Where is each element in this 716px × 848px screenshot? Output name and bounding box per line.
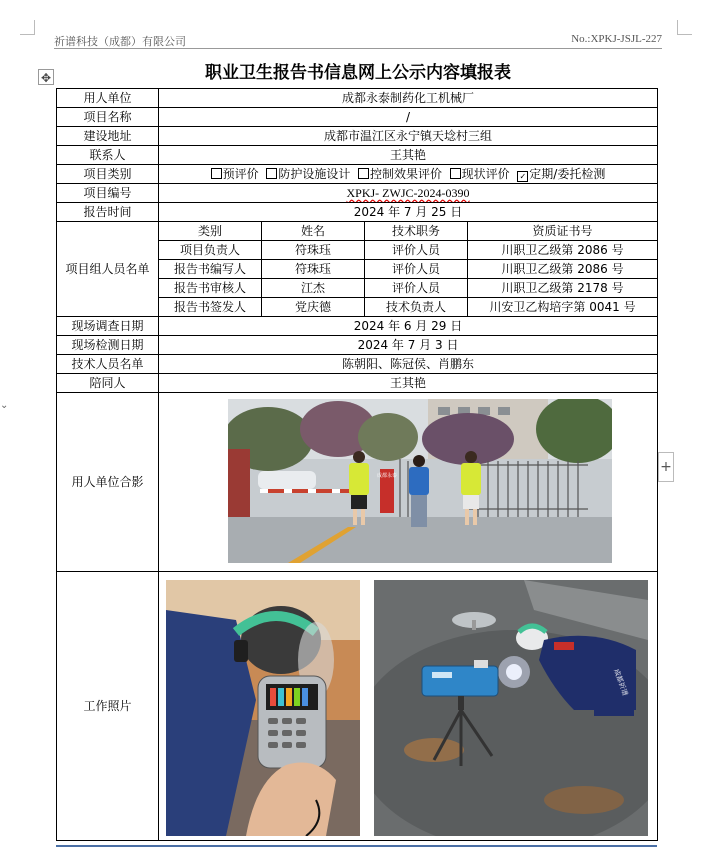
row-address [57,127,658,146]
crop-mark-top-left [20,20,35,35]
value-project-no[interactable]: XPKJ- ZWJC-2024-0390 [159,184,658,203]
row-work-photos [57,572,658,841]
add-column-icon[interactable]: + [658,452,674,482]
value-technicians[interactable]: 陈朝阳、陈冠侯、肖鹏东 [159,355,658,374]
checkbox-icon[interactable] [358,168,369,179]
row-employer [57,89,658,108]
member-role[interactable]: 报告书审核人 [159,279,262,298]
member-cert[interactable]: 川职卫乙级第 2086 号 [468,260,658,279]
label-contact: 联系人 [57,146,159,165]
value-project-type [159,165,658,184]
row-project-no [57,184,658,203]
checkbox-icon[interactable] [211,168,222,179]
label-employer: 用人单位 [57,89,159,108]
member-name[interactable]: 江杰 [262,279,365,298]
crop-mark-top-right [677,20,692,35]
member-role[interactable]: 报告书编写人 [159,260,262,279]
option-control-effect[interactable]: 控制效果评价 [358,167,442,181]
row-contact [57,146,658,165]
value-contact[interactable]: 王其艳 [159,146,658,165]
team-header-role: 类别 [159,222,262,241]
value-test-date[interactable]: 2024 年 7 月 3 日 [159,336,658,355]
label-technicians: 技术人员名单 [57,355,159,374]
member-cert[interactable]: 川职卫乙级第 2086 号 [468,241,658,260]
option-status-evaluation[interactable]: 现状评价 [450,167,510,181]
member-role[interactable]: 项目负责人 [159,241,262,260]
page-title: 职业卫生报告书信息网上公示内容填报表 [205,63,511,83]
bottom-rule [56,845,657,847]
option-protection-design[interactable]: 防护设施设计 [266,167,350,181]
header-company: 祈谱科技（成都）有限公司 [54,35,186,48]
group-photo[interactable] [228,399,612,563]
row-technicians [57,355,658,374]
label-team: 项目组人员名单 [57,222,159,317]
move-handle-icon[interactable]: ✥ [38,69,54,85]
work-photo-1[interactable] [166,580,360,836]
row-team-header [57,222,658,241]
row-project-type [57,165,658,184]
row-test-date [57,336,658,355]
report-form-table [56,88,658,841]
label-group-photo: 用人单位合影 [57,393,159,572]
member-title[interactable]: 评价人员 [365,260,468,279]
label-report-date: 报告时间 [57,203,159,222]
label-project-no: 项目编号 [57,184,159,203]
value-escort[interactable]: 王其艳 [159,374,658,393]
member-title[interactable]: 评价人员 [365,279,468,298]
member-title[interactable]: 评价人员 [365,241,468,260]
jacket-text: 成都祈谱 [612,667,630,697]
work-photos-cell [159,572,658,841]
member-cert[interactable]: 川安卫乙构培字第 0041 号 [468,298,658,317]
team-header-cert: 资质证书号 [468,222,658,241]
value-address[interactable]: 成都市温江区永宁镇天埝村三组 [159,127,658,146]
label-survey-date: 现场调查日期 [57,317,159,336]
value-employer[interactable]: 成都永泰制药化工机械厂 [159,89,658,108]
photo-banner-text: 成都永泰 [376,473,398,479]
row-escort [57,374,658,393]
member-cert[interactable]: 川职卫乙级第 2178 号 [468,279,658,298]
checkbox-checked-icon[interactable]: ✓ [517,171,528,182]
option-pre-evaluation[interactable]: 预评价 [211,167,259,181]
member-name[interactable]: 符珠珏 [262,241,365,260]
label-project-name: 项目名称 [57,108,159,127]
member-name[interactable]: 党庆德 [262,298,365,317]
label-project-type: 项目类别 [57,165,159,184]
row-report-date [57,203,658,222]
row-project-name [57,108,658,127]
value-report-date[interactable]: 2024 年 7 月 25 日 [159,203,658,222]
checkbox-icon[interactable] [266,168,277,179]
value-project-name[interactable]: / [159,108,658,127]
row-group-photo [57,393,658,572]
chevron-down-icon[interactable]: ⌄ [0,400,9,411]
label-address: 建设地址 [57,127,159,146]
header-doc-number: No.:XPKJ-JSJL-227 [571,33,662,45]
member-title[interactable]: 技术负责人 [365,298,468,317]
header-rule [54,48,662,49]
member-name[interactable]: 符珠珏 [262,260,365,279]
label-test-date: 现场检测日期 [57,336,159,355]
label-escort: 陪同人 [57,374,159,393]
work-photo-2[interactable] [374,580,648,836]
group-photo-cell [159,393,658,572]
team-header-name: 姓名 [262,222,365,241]
team-header-title: 技术职务 [365,222,468,241]
checkbox-icon[interactable] [450,168,461,179]
member-role[interactable]: 报告书签发人 [159,298,262,317]
label-work-photos: 工作照片 [57,572,159,841]
option-periodic-testing[interactable]: ✓ 定期/委托检测 [517,167,605,181]
row-survey-date [57,317,658,336]
value-survey-date[interactable]: 2024 年 6 月 29 日 [159,317,658,336]
